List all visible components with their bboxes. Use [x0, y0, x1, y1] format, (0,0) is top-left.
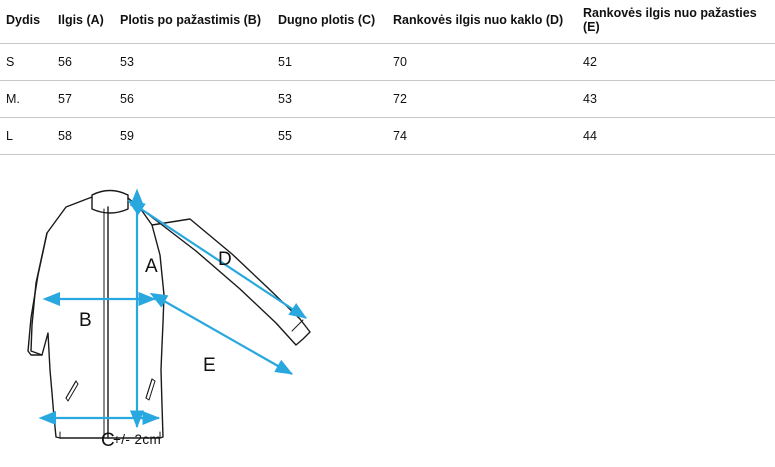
cell-e: 42 [583, 44, 775, 81]
label-b: B [79, 310, 92, 331]
cell-size: S [0, 44, 58, 81]
cell-d: 70 [393, 44, 583, 81]
cell-b: 56 [120, 81, 278, 118]
cell-a: 58 [58, 118, 120, 155]
tolerance-note: +/- 2cm [113, 432, 162, 447]
column-header-size: Dydis [0, 0, 58, 44]
cell-a: 56 [58, 44, 120, 81]
column-header-width-b: Plotis po pažastimis (B) [120, 0, 278, 44]
jacket-diagram [0, 155, 775, 465]
label-a: A [145, 256, 158, 277]
column-header-sleeve-neck-d: Rankovės ilgis nuo kaklo (D) [393, 0, 583, 44]
column-header-sleeve-armpit-e: Rankovės ilgis nuo pažasties (E) [583, 0, 775, 44]
cell-d: 72 [393, 81, 583, 118]
column-header-bottom-width-c: Dugno plotis (C) [278, 0, 393, 44]
table-header-row [0, 0, 775, 44]
size-chart-table [0, 0, 775, 155]
cell-c: 51 [278, 44, 393, 81]
cell-d: 74 [393, 118, 583, 155]
cell-a: 57 [58, 81, 120, 118]
column-header-length-a: Ilgis (A) [58, 0, 120, 44]
table-row [0, 44, 775, 81]
table-row [0, 81, 775, 118]
cell-c: 55 [278, 118, 393, 155]
cell-e: 43 [583, 81, 775, 118]
label-d: D [218, 249, 232, 270]
jacket-measurement-svg [0, 155, 775, 465]
cell-size: L [0, 118, 58, 155]
measurement-labels [79, 249, 232, 451]
cell-b: 59 [120, 118, 278, 155]
cell-b: 53 [120, 44, 278, 81]
cell-c: 53 [278, 81, 393, 118]
table-row [0, 118, 775, 155]
cell-size: M. [0, 81, 58, 118]
arrow-e [164, 301, 292, 374]
label-c: C [101, 430, 115, 451]
cell-e: 44 [583, 118, 775, 155]
label-e: E [203, 355, 216, 376]
